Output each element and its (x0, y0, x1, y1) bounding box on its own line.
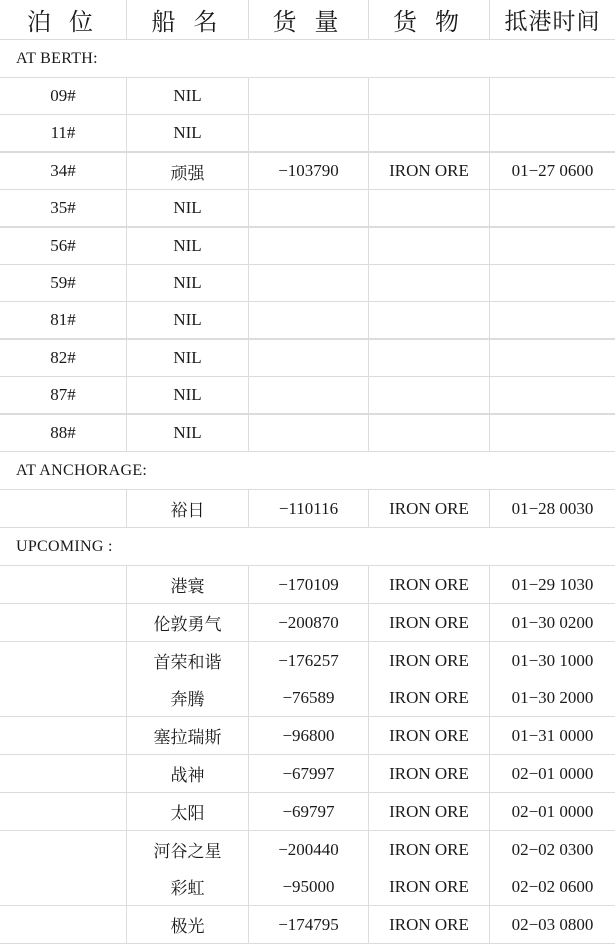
cell-berth: 56# (0, 228, 126, 264)
cell-vessel: NIL (127, 340, 248, 376)
cell-vessel: NIL (127, 190, 248, 226)
cell-quantity (249, 377, 368, 413)
header-berth: 泊 位 (0, 0, 126, 39)
cell-vessel: 首荣和谐 (127, 642, 248, 679)
cell-vessel: 裕日 (127, 490, 248, 527)
cell-cargo: IRON ORE (369, 642, 489, 679)
cell-eta: 01−29 1030 (490, 566, 615, 603)
cell-berth: 81# (0, 302, 126, 338)
cell-berth (0, 906, 126, 943)
cell-vessel: 彩虹 (127, 868, 248, 905)
cell-eta: 01−30 1000 (490, 642, 615, 679)
cell-quantity: −170109 (249, 566, 368, 603)
table-row (0, 340, 615, 377)
cell-eta (490, 377, 615, 413)
cell-berth (0, 717, 126, 754)
cell-eta: 02−02 0300 (490, 831, 615, 868)
section-upcoming: UPCOMING : (0, 528, 615, 565)
table-row (0, 566, 615, 604)
cell-vessel: 伦敦勇气 (127, 604, 248, 641)
cell-quantity (249, 228, 368, 264)
cell-eta (490, 415, 615, 451)
table-row (0, 115, 615, 152)
table-row (0, 906, 615, 944)
cell-quantity: −96800 (249, 717, 368, 754)
table-row (0, 153, 615, 190)
cell-cargo (369, 78, 489, 114)
cell-berth (0, 793, 126, 830)
cell-vessel: NIL (127, 377, 248, 413)
cell-quantity: −95000 (249, 868, 368, 905)
header-row (0, 0, 615, 40)
cell-vessel: 塞拉瑞斯 (127, 717, 248, 754)
cell-berth (0, 679, 126, 716)
cell-eta: 02−01 0000 (490, 755, 615, 792)
cell-eta: 02−01 0000 (490, 793, 615, 830)
cell-berth: 87# (0, 377, 126, 413)
table-row (0, 490, 615, 528)
table-row (0, 265, 615, 302)
cell-eta (490, 228, 615, 264)
cell-cargo: IRON ORE (369, 604, 489, 641)
cell-eta: 01−30 0200 (490, 604, 615, 641)
cell-vessel: 河谷之星 (127, 831, 248, 868)
table-row (0, 868, 615, 906)
cell-cargo (369, 415, 489, 451)
cell-eta (490, 78, 615, 114)
cell-vessel: NIL (127, 115, 248, 151)
cell-cargo: IRON ORE (369, 868, 489, 905)
table-row (0, 377, 615, 414)
cell-berth (0, 868, 126, 905)
table-row (0, 831, 615, 869)
header-vessel: 船 名 (127, 0, 248, 39)
cell-cargo: IRON ORE (369, 153, 489, 189)
header-eta: 抵港时间 (490, 0, 615, 39)
cell-quantity: −200440 (249, 831, 368, 868)
cell-berth (0, 566, 126, 603)
cell-eta (490, 265, 615, 301)
cell-cargo (369, 377, 489, 413)
cell-vessel: NIL (127, 78, 248, 114)
cell-berth: 35# (0, 190, 126, 226)
cell-cargo: IRON ORE (369, 906, 489, 943)
cell-quantity: −200870 (249, 604, 368, 641)
table-row (0, 302, 615, 339)
cell-berth (0, 490, 126, 527)
cell-cargo (369, 302, 489, 338)
cell-vessel: 战神 (127, 755, 248, 792)
header-quantity: 货 量 (249, 0, 368, 39)
table-row (0, 642, 615, 680)
cell-vessel: 港寰 (127, 566, 248, 603)
table-row (0, 755, 615, 793)
cell-berth: 82# (0, 340, 126, 376)
cell-eta: 01−27 0600 (490, 153, 615, 189)
cell-vessel: NIL (127, 265, 248, 301)
cell-vessel: NIL (127, 302, 248, 338)
cell-vessel: NIL (127, 228, 248, 264)
cell-vessel: 顽强 (127, 153, 248, 189)
cell-berth (0, 755, 126, 792)
cell-cargo: IRON ORE (369, 793, 489, 830)
cell-eta: 01−28 0030 (490, 490, 615, 527)
cell-quantity (249, 265, 368, 301)
cell-berth (0, 642, 126, 679)
cell-quantity: −110116 (249, 490, 368, 527)
cell-eta (490, 115, 615, 151)
cell-berth: 34# (0, 153, 126, 189)
header-cargo: 货 物 (369, 0, 489, 39)
table-row (0, 190, 615, 227)
table-row (0, 415, 615, 452)
cell-cargo: IRON ORE (369, 566, 489, 603)
table-row (0, 228, 615, 265)
cell-eta (490, 302, 615, 338)
cell-quantity: −176257 (249, 642, 368, 679)
table-row (0, 679, 615, 717)
cell-quantity (249, 302, 368, 338)
cell-eta (490, 190, 615, 226)
cell-quantity: −76589 (249, 679, 368, 716)
table-row (0, 78, 615, 115)
cell-berth: 09# (0, 78, 126, 114)
cell-quantity: −69797 (249, 793, 368, 830)
cell-cargo: IRON ORE (369, 490, 489, 527)
cell-eta (490, 340, 615, 376)
cell-quantity: −174795 (249, 906, 368, 943)
cell-eta: 02−02 0600 (490, 868, 615, 905)
cell-quantity (249, 115, 368, 151)
cell-berth (0, 831, 126, 868)
table-row (0, 793, 615, 831)
cell-cargo: IRON ORE (369, 831, 489, 868)
cell-berth: 11# (0, 115, 126, 151)
cell-eta: 02−03 0800 (490, 906, 615, 943)
cell-quantity (249, 190, 368, 226)
cell-quantity (249, 340, 368, 376)
section-at-berth: AT BERTH: (0, 40, 615, 77)
table-row (0, 717, 615, 755)
section-at-anchorage: AT ANCHORAGE: (0, 452, 615, 489)
cell-cargo: IRON ORE (369, 679, 489, 716)
cell-quantity: −67997 (249, 755, 368, 792)
cell-quantity: −103790 (249, 153, 368, 189)
cell-vessel: 极光 (127, 906, 248, 943)
cell-cargo (369, 340, 489, 376)
cell-cargo (369, 115, 489, 151)
cell-vessel: NIL (127, 415, 248, 451)
cell-berth: 88# (0, 415, 126, 451)
cell-eta: 01−31 0000 (490, 717, 615, 754)
cell-cargo (369, 265, 489, 301)
table-row (0, 604, 615, 642)
cell-cargo: IRON ORE (369, 717, 489, 754)
cell-berth (0, 604, 126, 641)
cell-cargo (369, 228, 489, 264)
cell-cargo (369, 190, 489, 226)
cell-quantity (249, 415, 368, 451)
cell-cargo: IRON ORE (369, 755, 489, 792)
cell-vessel: 太阳 (127, 793, 248, 830)
cell-eta: 01−30 2000 (490, 679, 615, 716)
cell-berth: 59# (0, 265, 126, 301)
cell-vessel: 奔腾 (127, 679, 248, 716)
cell-quantity (249, 78, 368, 114)
